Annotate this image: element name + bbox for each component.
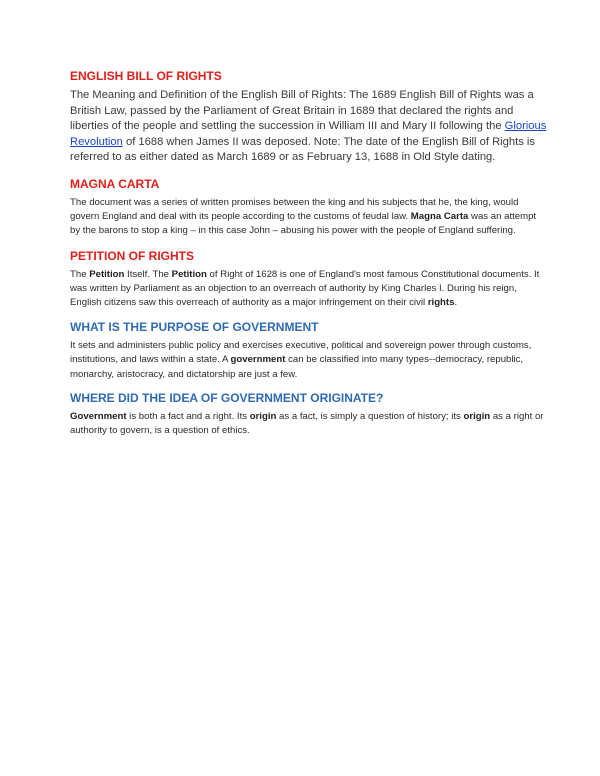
paragraph-english-bill-of-rights — [70, 88, 548, 166]
heading-purpose-of-government: WHAT IS THE PURPOSE OF GOVERNMENT — [70, 320, 319, 335]
heading-origin-of-government: WHERE DID THE IDEA OF GOVERNMENT ORIGINATE? — [70, 390, 384, 405]
text-segment: as a fact, is simply a question of history; its — [276, 410, 464, 422]
heading-magna-carta: MAGNA CARTA — [70, 176, 160, 191]
bold-term: Petition — [89, 268, 125, 280]
text-segment: Itself. The — [124, 268, 172, 280]
text-segment: as a right or authority to govern, is a question of ethics. — [70, 410, 544, 436]
text-segment: . — [454, 296, 458, 308]
bold-term: rights — [427, 296, 455, 308]
text-segment: The Meaning and Definition of the English Bill of Rights: The 1689 English Bill of Rights was a British Law, passed by the Parliament of Great Britain in 1689 that declared the rights and liberties of the people and settling the succession in William III and Mary II following the — [70, 89, 534, 133]
text-segment: of 1688 when James II was deposed. Note: The date of the English Bill of Rights is referred to as either dated as March 1689 or as February 13, 1688 in Old Style dating. — [70, 135, 535, 164]
glorious-revolution-link[interactable]: Glorious Revolution — [70, 120, 547, 148]
bold-term: government — [230, 354, 286, 366]
bold-term: origin — [463, 410, 491, 422]
paragraph-magna-carta — [70, 196, 548, 239]
text-segment: can be classified into many types--democracy, republic, monarchy, aristocracy, and dictatorship are just a few. — [70, 354, 524, 380]
paragraph-petition-of-rights — [70, 268, 548, 311]
text-segment: was an attempt by the barons to stop a king – in this case John – abusing his power with the people of England suffering. — [70, 211, 537, 237]
document-page — [70, 68, 548, 438]
bold-term: Petition — [171, 268, 207, 280]
heading-petition-of-rights: PETITION OF RIGHTS — [70, 248, 195, 263]
text-segment: It sets and administers public policy and exercises executive, political and sovereign power through customs, institutions, and laws within a state. A — [70, 340, 532, 366]
paragraph-purpose-of-government — [70, 339, 548, 382]
text-segment: is both a fact and a right. Its — [126, 410, 250, 422]
bold-term: Government — [70, 410, 127, 422]
heading-english-bill-of-rights: ENGLISH BILL OF RIGHTS — [70, 69, 222, 83]
paragraph-origin-of-government — [70, 410, 548, 438]
bold-term: Magna Carta — [410, 211, 469, 223]
text-segment: The — [70, 268, 90, 280]
text-segment: of Right of 1628 is one of England's most famous Constitutional documents. It was written by Parliament as an objection to an overreach of authority by King Charles I. During his reign, English citizens saw this overreach of authority as a major infringement on their civil — [70, 268, 540, 308]
bold-term: origin — [249, 410, 277, 422]
text-segment: The document was a series of written promises between the king and his subjects that he, the king, would govern England and deal with its people according to the customs of feudal law. — [70, 196, 519, 223]
